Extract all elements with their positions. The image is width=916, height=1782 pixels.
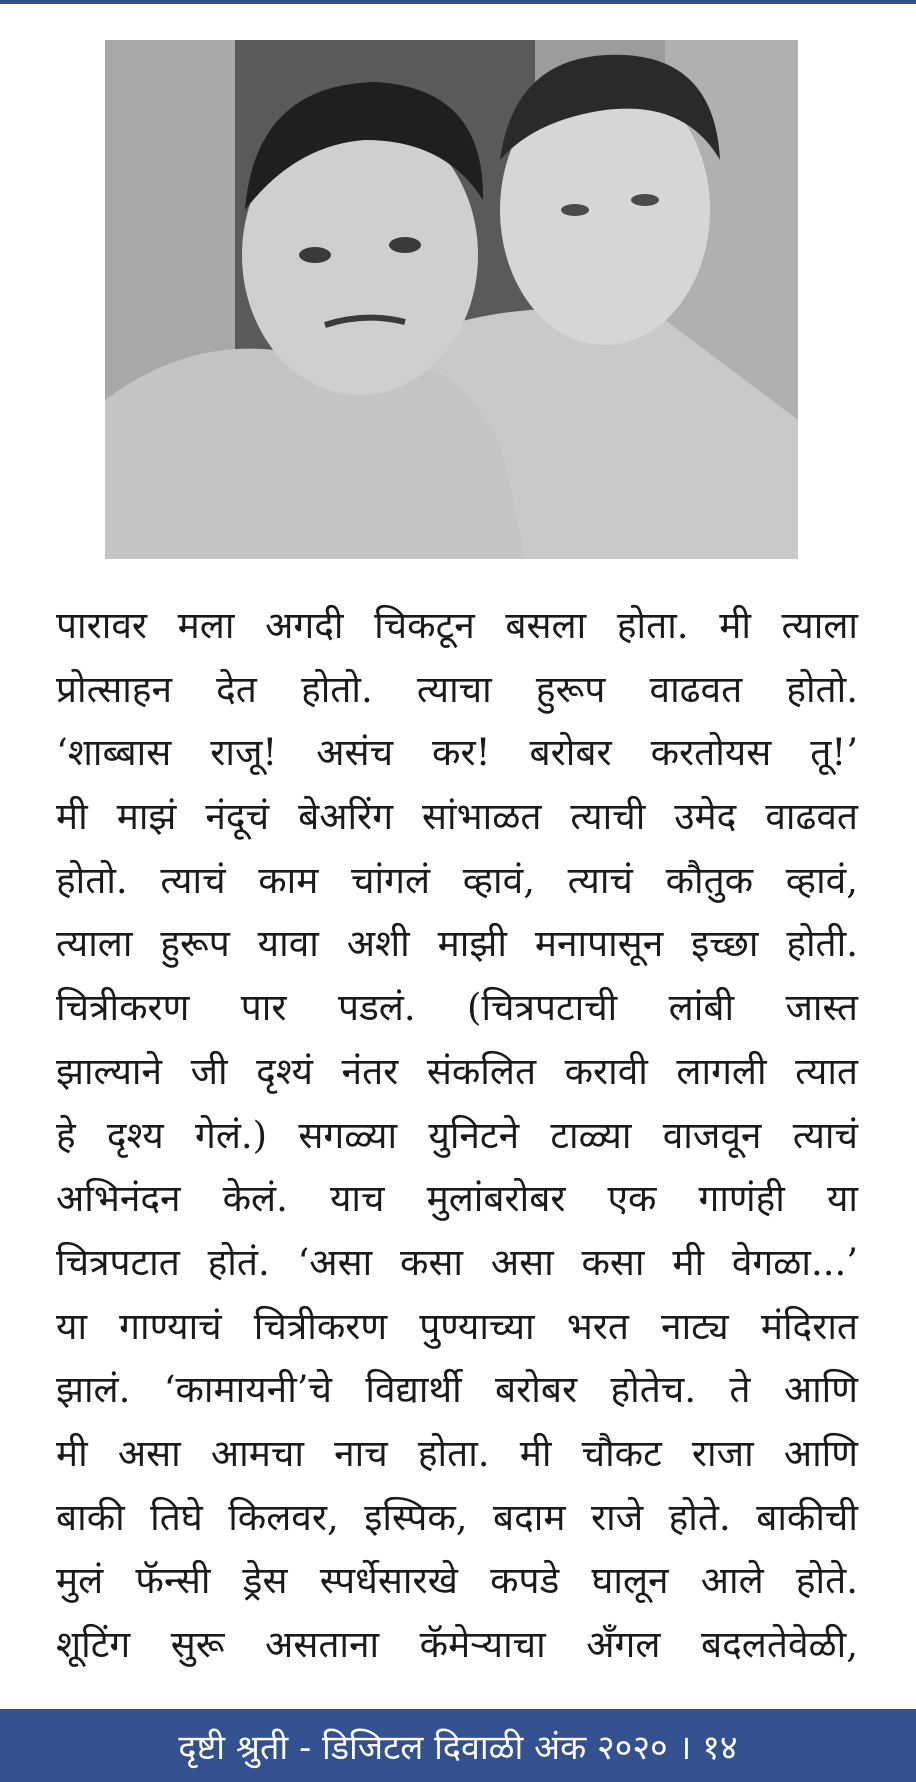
body-line: झालं. ‘कामायनी’चे विद्यार्थी बरोबर होतेच. ते आणि xyxy=(56,1368,858,1412)
body-line: प्रोत्साहन देत होतो. त्याचा हुरूप वाढवत होतो. xyxy=(56,667,858,711)
body-line: झाल्याने जी दृश्यं नंतर संकलित करावी लागली त्यात xyxy=(56,1049,858,1093)
page-footer xyxy=(0,1709,916,1782)
body-line: मी असा आमचा नाच होता. मी चौकट राजा आणि xyxy=(56,1431,858,1475)
body-line: हे दृश्य गेलं.) सगळ्या युनिटने टाळ्या वाजवून त्याचं xyxy=(56,1113,858,1157)
photo-two-men xyxy=(105,40,798,559)
body-line: बाकी तिघे किलवर, इस्पिक, बदाम राजे होते. बाकीची xyxy=(56,1495,858,1539)
body-line: अभिनंदन केलं. याच मुलांबरोबर एक गाणंही या xyxy=(56,1177,858,1221)
body-line: मुलं फॅन्सी ड्रेस स्पर्धेसारखे कपडे घालून आले होते. xyxy=(56,1559,858,1603)
body-line: या गाण्याचं चित्रीकरण पुण्याच्या भरत नाट्य मंदिरात xyxy=(56,1304,858,1348)
body-line: ‘शाब्बास राजू! असंच कर! बरोबर करतोयस तू!’ xyxy=(56,731,858,775)
top-rule xyxy=(0,0,916,4)
body-line: शूटिंग सुरू असताना कॅमेऱ्याचा अँगल बदलतेवेळी, xyxy=(56,1623,858,1666)
body-line: चित्रपटात होतं. ‘असा कसा असा कसा मी वेगळा...’ xyxy=(56,1240,858,1284)
footer-text: दृष्टी श्रुती - डिजिटल दिवाळी अंक २०२० । १४ xyxy=(178,1727,738,1768)
body-line: चित्रीकरण पार पडलं. (चित्रपटाची लांबी जास्त xyxy=(56,986,858,1030)
body-line: पारावर मला अगदी चिकटून बसला होता. मी त्याला xyxy=(56,604,858,647)
article-body xyxy=(56,594,858,1677)
body-line: मी माझं नंदूचं बेअरिंग सांभाळत त्याची उमेद वाढवत xyxy=(56,795,858,839)
body-line: त्याला हुरूप यावा अशी माझी मनापासून इच्छा होती. xyxy=(56,922,858,966)
body-line: होतो. त्याचं काम चांगलं व्हावं, त्याचं कौतुक व्हावं, xyxy=(56,858,858,902)
